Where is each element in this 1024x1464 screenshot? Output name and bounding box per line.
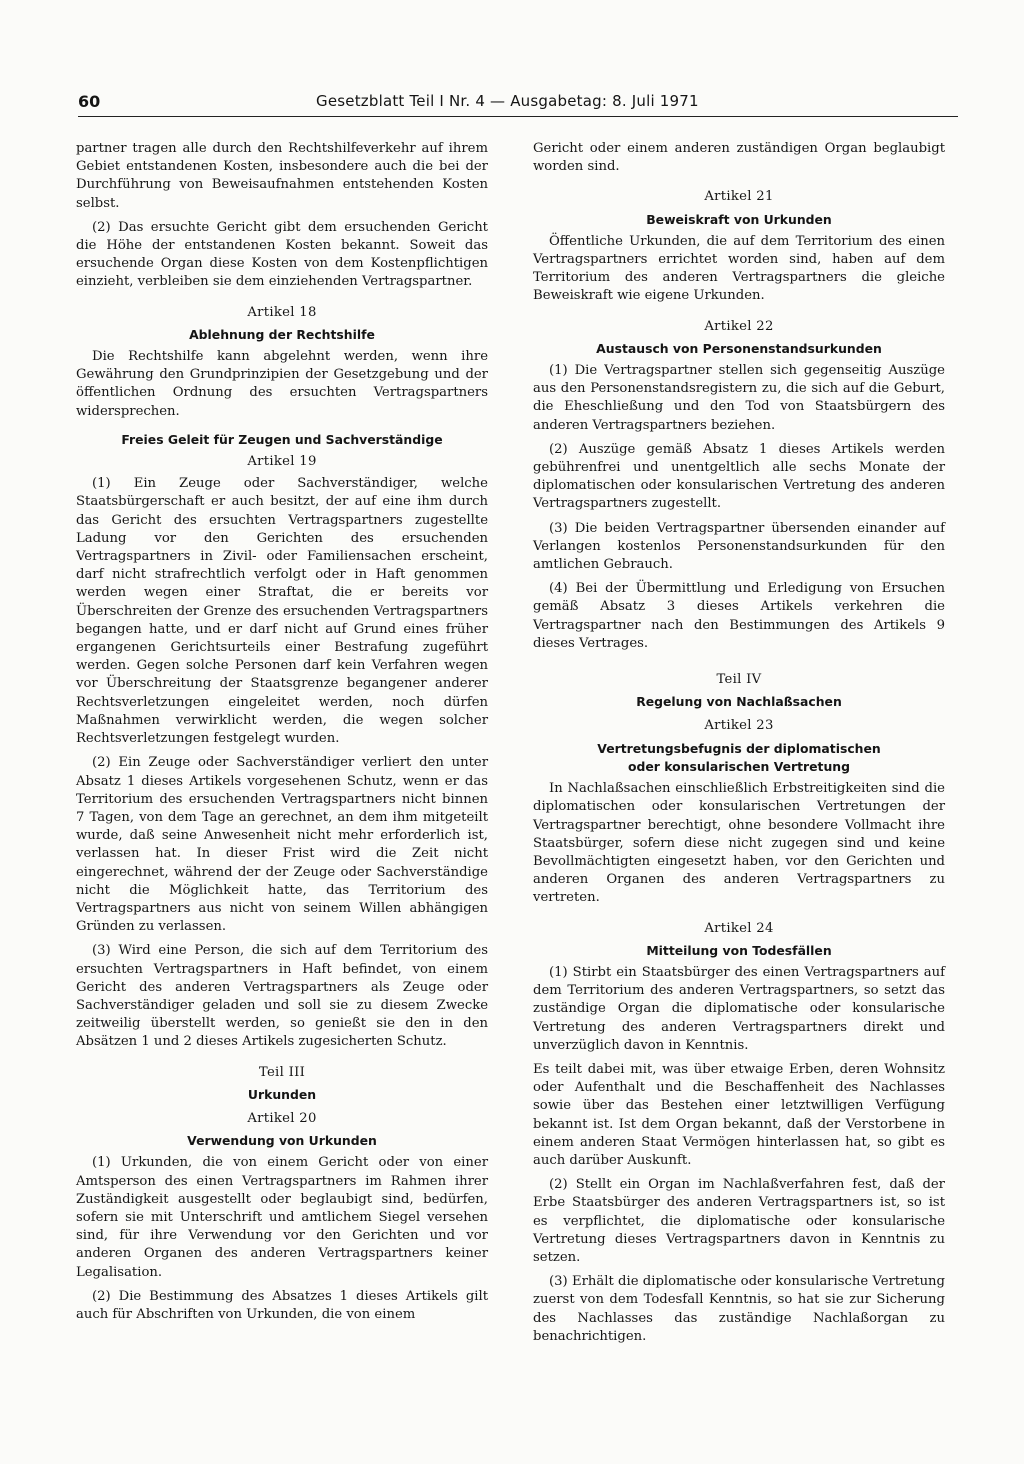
page-header (78, 92, 958, 117)
part-label: Teil III (258, 1064, 306, 1080)
paragraph: (1) Urkunden, die von einem Gericht oder von einer Amtsperson des einen Vertragspartners im Rahmen ihrer Zuständigkeit ausgestellt oder beglaubigt sind, bedürfen, sofern sie mit Unterschrift und amtlichem Siegel versehen sind, für ihre Verwendung vor den Gerichten und vor anderen Organen des anderen Vertragspartners keiner Legalisation. (76, 1155, 488, 1280)
page-number: 60 (78, 92, 101, 111)
article-title: Austausch von Personenstandsurkunden (596, 340, 882, 356)
article-title: oder konsularischen Vertretung (628, 758, 850, 774)
paragraph: (1) Die Vertragspartner stellen sich gegenseitig Auszüge aus den Personenstandsregistern zu, die sich auf die Geburt, die Eheschließung und den Tod von Staatsbürgern des anderen Vertragspartners beziehen. (533, 363, 945, 433)
article-label: Artikel 24 (704, 920, 774, 936)
article-label: Artikel 20 (247, 1110, 317, 1126)
paragraph: (4) Bei der Übermittlung und Erledigung von Ersuchen gemäß Absatz 3 dieses Artikels verkehren die Vertragspartner nach den Bestimmungen des Artikels 9 dieses Vertrages. (533, 581, 945, 651)
paragraph: (2) Stellt ein Organ im Nachlaßverfahren fest, daß der Erbe Staatsbürger des anderen Vertragspartners ist, so ist es verpflichtet, die diplomatische oder konsularische Vertretung dieses Vertragspartners davon in Kenntnis zu setzen. (533, 1177, 945, 1265)
paragraph: (3) Die beiden Vertragspartner übersenden einander auf Verlangen kostenlos Personenstandsurkunden für den amtlichen Gebrauch. (533, 520, 945, 573)
article-label: Artikel 21 (704, 189, 774, 205)
paragraph: (2) Ein Zeuge oder Sachverständiger verliert den unter Absatz 1 dieses Artikels vorgesehenen Schutz, wenn er das Territorium des ersuchenden Vertragspartners nicht binnen 7 Tagen, von dem Tage an gerechnet, an dem ihm mitgeteilt wurde, daß seine Anwesenheit nicht mehr erforderlich ist, verlassen hat. In dieser Frist wird die Zeit nicht eingerechnet, während der der Zeuge oder Sachverständige nicht die Möglichkeit hatte, das Territorium des Vertragspartners aus nicht von seinem Willen abhängigen Gründen zu verlassen. (76, 755, 488, 935)
paragraph: In Nachlaßsachen einschließlich Erbstreitigkeiten sind die diplomatischen oder konsularischen Vertretungen der Vertragspartner berechtigt, ohne besondere Vollmacht ihre Staatsbürger, sofern diese nicht zugegen sind und keine Bevollmächtigten eingesetzt haben, vor den Gerichten und anderen Organen des anderen Vertragspartners zu vertreten. (533, 781, 945, 906)
article-label: Artikel 19 (247, 454, 317, 470)
paragraph: (2) Auszüge gemäß Absatz 1 dieses Artikels werden gebührenfrei und unentgeltlich alle sechs Monate der diplomatischen oder konsularischen Vertretung des anderen Vertragspartners zugestellt. (533, 441, 945, 512)
paragraph: partner tragen alle durch den Rechtshilfeverkehr auf ihrem Gebiet entstandenen Kosten, insbesondere auch die bei der Durchführung von Beweisaufnahmen entstehenden Kosten selbst. (76, 141, 488, 211)
paragraph: Die Rechtshilfe kann abgelehnt werden, wenn ihre Gewährung den Grundprinzipien der Gesetzgebung und der öffentlichen Ordnung des ersuchten Vertragspartners widersprechen. (76, 349, 488, 419)
section-title: Freies Geleit für Zeugen und Sachverständige (121, 431, 443, 447)
paragraph: Gericht oder einem anderen zuständigen Organ beglaubigt worden sind. (533, 141, 945, 175)
paragraph: (3) Erhält die diplomatische oder konsularische Vertretung zuerst von dem Todesfall Kenntnis, so hat sie zur Sicherung des Nachlasses das zuständige Nachlaßorgan zu benachrichtigen. (533, 1274, 945, 1344)
left-column (76, 140, 488, 1330)
article-label: Artikel 23 (704, 718, 774, 734)
paragraph: Öffentliche Urkunden, die auf dem Territorium des einen Vertragspartners errichtet worden sind, haben auf dem Territorium des anderen Vertragspartners die gleiche Beweiskraft wie eigene Urkunden. (533, 233, 945, 304)
article-label: Artikel 18 (247, 304, 317, 320)
article-label: Artikel 22 (704, 318, 774, 334)
right-column (533, 140, 945, 1352)
paragraph: Es teilt dabei mit, was über etwaige Erben, deren Wohnsitz oder Aufenthalt und die Beschaffenheit des Nachlasses sowie über das Bestehen einer letztwilligen Verfügung bekannt ist. Ist dem Organ bekannt, daß der Verstorbene in einem anderen Staat Vermögen hinterlassen hat, so gibt es auch darüber Auskunft. (533, 1061, 945, 1168)
article-title: Beweiskraft von Urkunden (646, 211, 832, 227)
paragraph: (2) Das ersuchte Gericht gibt dem ersuchenden Gericht die Höhe der entstandenen Kosten bekannt. Soweit das ersuchende Organ diese Kosten von dem Kostenpflichtigen einzieht, verbleiben sie dem einziehenden Vertragspartner. (76, 219, 488, 290)
part-title: Urkunden (247, 1086, 317, 1102)
paragraph: (1) Stirbt ein Staatsbürger des einen Vertragspartners auf dem Territorium des anderen Vertragspartners, so setzt das zuständige Organ die diplomatische oder konsularische Vertretung des anderen Vertragspartners direkt und unverzüglich davon in Kenntnis. (533, 964, 945, 1053)
paragraph: (3) Wird eine Person, die sich auf dem Territorium des ersuchten Vertragspartners in Haft befindet, von einem Gericht des anderen Vertragspartners als Zeuge oder Sachverständiger geladen und soll sie zu diesem Zwecke zeitweilig überstellt werden, so genießt sie den in den Absätzen 1 und 2 dieses Artikels zugesicherten Schutz. (76, 943, 488, 1050)
paragraph: (2) Die Bestimmung des Absatzes 1 dieses Artikels gilt auch für Abschriften von Urkunden, die von einem (76, 1288, 488, 1322)
article-title: Vertretungsbefugnis der diplomatischen (597, 740, 881, 756)
header-title: Gesetzblatt Teil I Nr. 4 — Ausgabetag: 8. Juli 1971 (316, 92, 699, 110)
article-title: Verwendung von Urkunden (187, 1133, 377, 1149)
part-label: Teil IV (716, 672, 762, 688)
article-title: Ablehnung der Rechtshilfe (189, 326, 375, 342)
paragraph: (1) Ein Zeuge oder Sachverständiger, welche Staatsbürgerschaft er auch besitzt, der auf eine ihm durch das Gericht des ersuchten Vertragspartners zugestellte Ladung vor den Gerichten des ersuchenden Vertragspartners in Zivil- oder Familiensachen erscheint, darf nicht strafrechtlich verfolgt oder in Haft genommen werden wegen einer Straftat, die er bereits vor Überschreiten der Grenze des ersuchenden Vertragspartners begangen hatte, und er darf nicht auf Grund eines früher ergangenen Gerichtsurteils einer Bestrafung zugeführt werden. Gegen solche Personen darf kein Verfahren wegen vor Überschreitung der Staatsgrenze begangener anderer Rechtsverletzungen eingeleitet werden, noch dürfen Maßnahmen verwirklicht werden, die wegen solcher Rechtsverletzungen festgelegt wurden. (76, 476, 488, 747)
part-title: Regelung von Nachlaßsachen (636, 694, 842, 710)
article-title: Mitteilung von Todesfällen (646, 942, 832, 958)
